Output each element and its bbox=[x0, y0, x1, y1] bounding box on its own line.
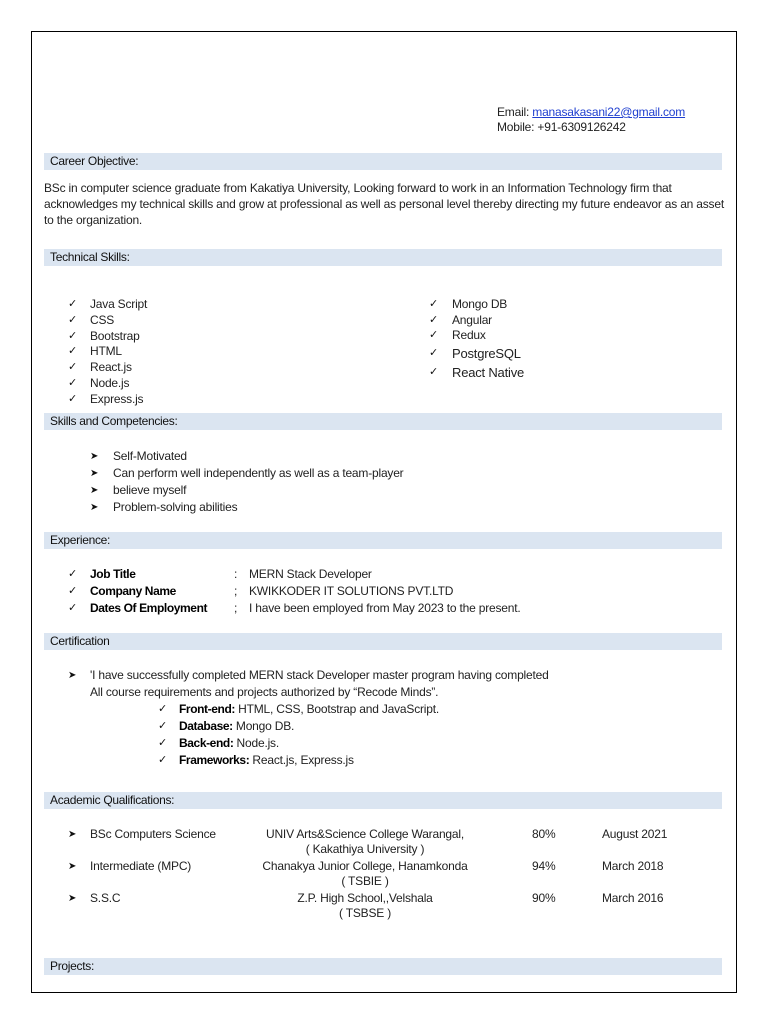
experience-heading: Experience: bbox=[44, 532, 722, 549]
skill-item: PostgreSQL bbox=[452, 346, 521, 361]
certification-item-label: Database: bbox=[179, 719, 233, 733]
certification-item-label: Back-end: bbox=[179, 736, 234, 750]
skill-item: Java Script bbox=[90, 297, 148, 311]
check-icon: ✓ bbox=[68, 602, 78, 614]
arrow-bullet-icon: ➤ bbox=[90, 485, 99, 496]
career-objective-text: BSc in computer science graduate from Kakatiya University, Looking forward to work in an Information Technology firm that acknowledges my technical skills and grow at professional as well as personal level thereby directing my future endeavor as an asset to the organization. bbox=[44, 181, 724, 227]
experience-separator: : bbox=[234, 567, 238, 581]
check-icon: ✓ bbox=[68, 298, 78, 310]
academic-college: Chanakya Junior College, Hanamkonda bbox=[262, 859, 468, 873]
check-icon: ✓ bbox=[429, 298, 439, 310]
skill-item: Bootstrap bbox=[90, 328, 140, 343]
skill-item: Angular bbox=[452, 313, 492, 327]
experience-label: Dates Of Employment bbox=[90, 601, 208, 615]
competency-item: Self-Motivated bbox=[113, 449, 187, 463]
certification-item-value: React.js, Express.js bbox=[249, 753, 354, 767]
check-icon: ✓ bbox=[68, 568, 78, 580]
arrow-bullet-icon: ➤ bbox=[68, 893, 77, 904]
academic-college: UNIV Arts&Science College Warangal, bbox=[266, 827, 464, 841]
skill-item: Express.js bbox=[90, 391, 144, 406]
arrow-bullet-icon: ➤ bbox=[90, 451, 99, 462]
check-icon: ✓ bbox=[158, 754, 168, 766]
email-link[interactable]: manasakasani22@gmail.com bbox=[532, 105, 686, 119]
certification-item bbox=[179, 719, 294, 734]
academic-college: Z.P. High School,,Velshala bbox=[297, 891, 433, 905]
academic-score: 90% bbox=[532, 891, 556, 905]
experience-separator: ; bbox=[234, 601, 238, 615]
check-icon: ✓ bbox=[68, 377, 78, 389]
academic-board: ( TSBSE ) bbox=[339, 906, 391, 920]
check-icon: ✓ bbox=[68, 329, 78, 342]
competency-item: believe myself bbox=[113, 483, 187, 497]
certification-item-value: Node.js. bbox=[233, 736, 279, 750]
technical-skills-heading: Technical Skills: bbox=[44, 249, 722, 266]
academic-score: 80% bbox=[532, 827, 556, 841]
experience-separator: ; bbox=[234, 584, 238, 598]
check-icon: ✓ bbox=[68, 345, 78, 358]
experience-value: KWIKKODER IT SOLUTIONS PVT.LTD bbox=[249, 584, 454, 598]
check-icon: ✓ bbox=[68, 361, 78, 374]
mobile-line: Mobile: +91-6309126242 bbox=[497, 120, 626, 134]
skill-item: Mongo DB bbox=[452, 297, 508, 311]
check-icon: ✓ bbox=[429, 366, 439, 378]
check-icon: ✓ bbox=[158, 703, 168, 715]
experience-label: Company Name bbox=[90, 584, 176, 598]
academic-board: ( Kakathiya University ) bbox=[305, 842, 425, 856]
skill-item: React.js bbox=[90, 360, 132, 375]
academic-score: 94% bbox=[532, 859, 556, 873]
certification-heading: Certification bbox=[44, 633, 722, 650]
skill-item: React Native bbox=[452, 365, 525, 380]
certification-item bbox=[179, 736, 279, 751]
check-icon: ✓ bbox=[158, 737, 168, 749]
check-icon: ✓ bbox=[158, 720, 168, 732]
academic-degree: BSc Computers Science bbox=[90, 827, 216, 841]
experience-value: I have been employed from May 2023 to the present. bbox=[249, 601, 521, 615]
check-icon: ✓ bbox=[429, 314, 439, 326]
arrow-bullet-icon: ➤ bbox=[68, 670, 77, 681]
skills-competencies-heading: Skills and Competencies: bbox=[44, 413, 722, 430]
experience-value: MERN Stack Developer bbox=[249, 567, 372, 581]
certification-item-value: Mongo DB. bbox=[232, 719, 295, 733]
career-objective-heading: Career Objective: bbox=[44, 153, 722, 170]
certification-item-label: Frameworks: bbox=[179, 753, 250, 767]
competency-item: Problem-solving abilities bbox=[113, 500, 238, 514]
academic-date: August 2021 bbox=[602, 827, 668, 841]
academic-date: March 2016 bbox=[602, 891, 664, 905]
competency-item: Can perform well independently as well as a team-player bbox=[113, 466, 404, 480]
certification-item bbox=[179, 753, 354, 768]
certification-item-value: HTML, CSS, Bootstrap and JavaScript. bbox=[234, 702, 440, 716]
certification-item bbox=[179, 702, 439, 717]
arrow-bullet-icon: ➤ bbox=[90, 502, 99, 513]
projects-heading: Projects: bbox=[44, 958, 722, 975]
experience-label: Job Title bbox=[90, 567, 136, 581]
check-icon: ✓ bbox=[429, 329, 439, 341]
certification-line-2: All course requirements and projects authorized by “Recode Minds”. bbox=[90, 685, 439, 699]
check-icon: ✓ bbox=[68, 392, 78, 405]
academic-heading: Academic Qualifications: bbox=[44, 792, 722, 809]
email-line bbox=[497, 105, 685, 120]
academic-board: ( TSBIE ) bbox=[341, 874, 389, 888]
arrow-bullet-icon: ➤ bbox=[68, 861, 77, 872]
skill-item: Node.js bbox=[90, 376, 130, 390]
academic-degree: S.S.C bbox=[90, 891, 121, 905]
check-icon: ✓ bbox=[68, 313, 78, 326]
email-label: Email: bbox=[497, 105, 533, 119]
check-icon: ✓ bbox=[429, 347, 439, 359]
skill-item: HTML bbox=[90, 344, 122, 359]
arrow-bullet-icon: ➤ bbox=[68, 829, 77, 840]
academic-degree: Intermediate (MPC) bbox=[90, 859, 192, 873]
certification-line-1: 'I have successfully completed MERN stack Developer master program having completed bbox=[90, 668, 549, 682]
check-icon: ✓ bbox=[68, 585, 78, 597]
skill-item: CSS bbox=[90, 312, 115, 327]
arrow-bullet-icon: ➤ bbox=[90, 468, 99, 479]
academic-date: March 2018 bbox=[602, 859, 664, 873]
certification-item-label: Front-end: bbox=[179, 702, 235, 716]
skill-item: Redux bbox=[452, 328, 486, 342]
